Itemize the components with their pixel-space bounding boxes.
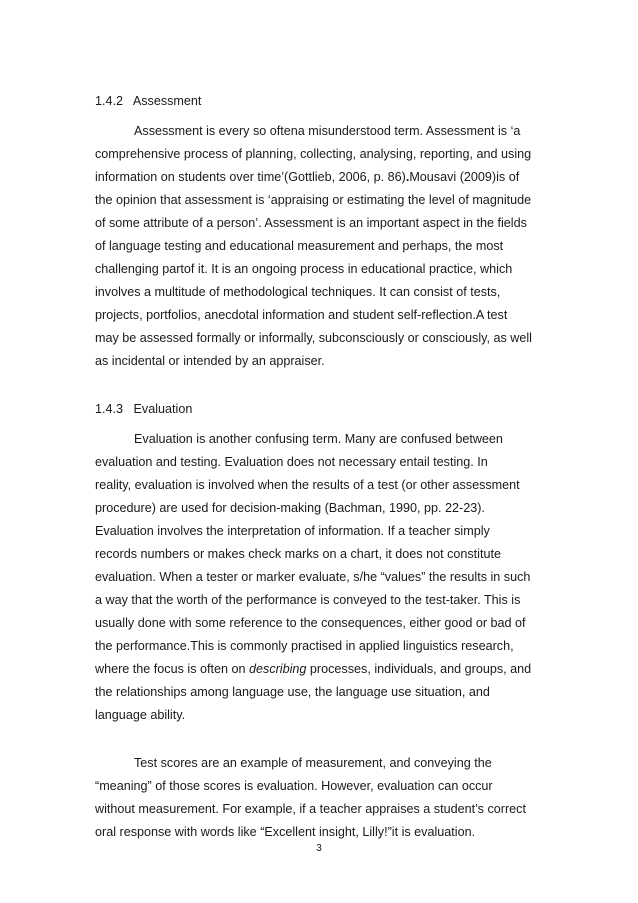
text-segment: where the focus is often on <box>95 662 250 676</box>
text-line: challenging partof it. It is an ongoing process in educational practice, which <box>95 262 513 276</box>
text-line: the relationships among language use, the language use situation, and <box>95 685 490 699</box>
text-segment: processes, individuals, and groups, and <box>306 662 532 676</box>
section-title: Evaluation <box>133 402 193 416</box>
text-line: Evaluation is another confusing term. Many are confused between <box>134 432 503 446</box>
text-line: Test scores are an example of measurement, and conveying the <box>134 756 492 770</box>
text-line: of some attribute of a person’. Assessment is an important aspect in the fields <box>95 216 527 230</box>
text-line <box>95 169 519 185</box>
text-line: language ability. <box>95 708 186 722</box>
text-line: records numbers or makes check marks on a chart, it does not constitute <box>95 547 501 561</box>
section-number: 1.4.3 <box>95 402 124 416</box>
text-line: involves a multitude of methodological techniques. It can consist of tests, <box>95 285 501 299</box>
text-line: a way that the worth of the performance is conveyed to the test-taker. This is <box>95 593 521 607</box>
text-line <box>95 661 531 677</box>
text-line: Evaluation involves the interpretation of information. If a teacher simply <box>95 524 490 538</box>
text-segment: Mousavi (2009)is of <box>409 170 520 184</box>
text-line: evaluation and testing. Evaluation does not necessary entail testing. In <box>95 455 488 469</box>
text-line: of language testing and educational measurement and perhaps, the most <box>95 239 504 253</box>
text-line: as incidental or intended by an appraiser. <box>95 354 325 368</box>
text-line: the performance.This is commonly practised in applied linguistics research, <box>95 639 514 653</box>
text-segment: information on students over time’(Gottlieb, 2006, p. 86) <box>95 170 406 184</box>
section-number: 1.4.2 <box>95 94 124 108</box>
text-segment-bold-period: . <box>405 170 410 184</box>
text-line: without measurement. For example, if a teacher appraises a student’s correct <box>95 802 526 816</box>
section-title: Assessment <box>132 94 202 108</box>
text-line: “meaning” of those scores is evaluation. However, evaluation can occur <box>95 779 493 793</box>
text-line: Assessment is every so oftena misunderstood term. Assessment is ‘a <box>134 124 521 138</box>
text-segment-italic: describing <box>249 662 307 676</box>
text-line: usually done with some reference to the consequences, either good or bad of <box>95 616 526 630</box>
text-line: procedure) are used for decision-making (Bachman, 1990, pp. 22-23). <box>95 501 485 515</box>
text-line: the opinion that assessment is ‘appraising or estimating the level of magnitude <box>95 193 532 207</box>
section-heading-evaluation <box>95 401 192 417</box>
text-line: may be assessed formally or informally, subconsciously or consciously, as well <box>95 331 532 345</box>
text-line: projects, portfolios, anecdotal information and student self-reflection.A test <box>95 308 508 322</box>
section-heading-assessment <box>95 93 201 109</box>
text-line: comprehensive process of planning, collecting, analysing, reporting, and using <box>95 147 532 161</box>
text-line: oral response with words like “Excellent insight, Lilly!”it is evaluation. <box>95 825 476 839</box>
text-line: evaluation. When a tester or marker evaluate, s/he “values” the results in such <box>95 570 531 584</box>
page-number: 3 <box>316 843 322 854</box>
text-line: reality, evaluation is involved when the results of a test (or other assessment <box>95 478 520 492</box>
